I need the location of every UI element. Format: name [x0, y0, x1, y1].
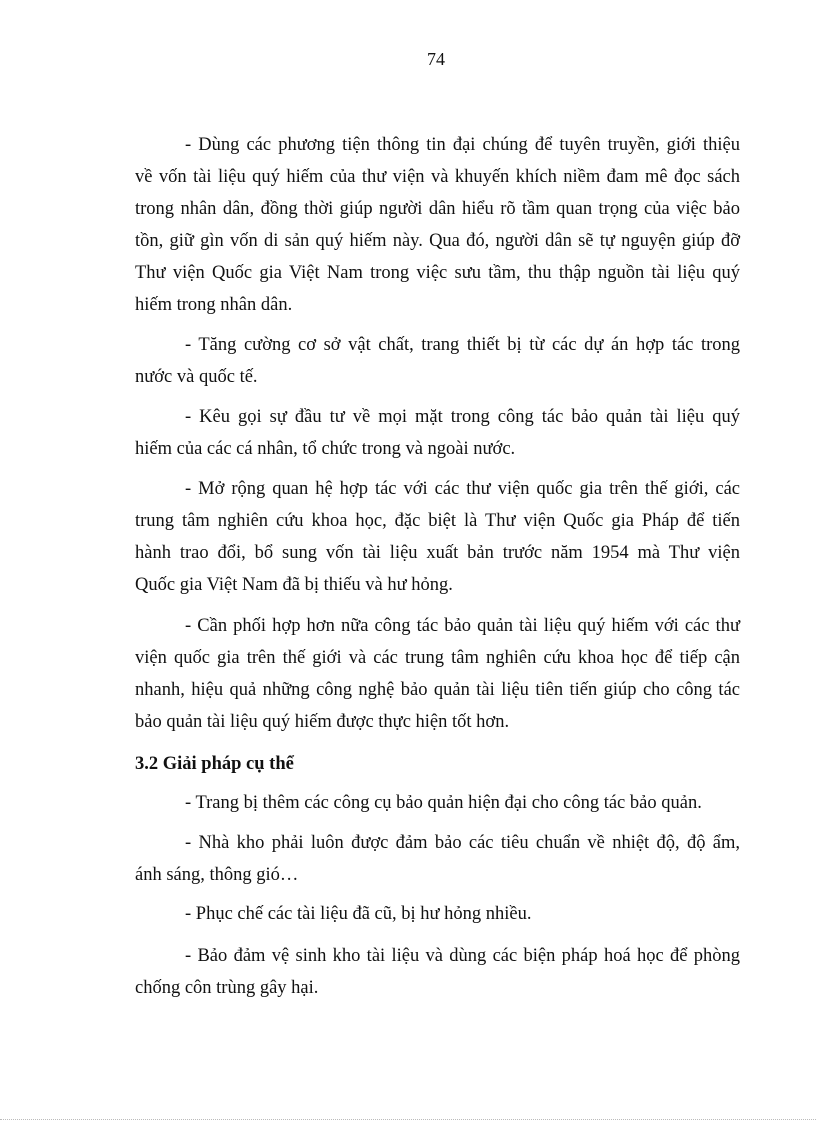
paragraph-line: Thư viện Quốc gia Việt Nam trong việc sưu tầm, thu thập nguồn tài liệu quý	[135, 263, 740, 283]
paragraph-line: nước và quốc tế.	[135, 367, 258, 387]
paragraph-line: tồn, giữ gìn vốn di sản quý hiếm này. Qua đó, người dân sẽ tự nguyện giúp đỡ	[135, 231, 740, 251]
paragraph-line: nhanh, hiệu quả những công nghệ bảo quản tài liệu tiên tiến giúp cho công tác	[135, 680, 740, 700]
paragraph-line: - Bảo đảm vệ sinh kho tài liệu và dùng các biện pháp hoá học để phòng	[185, 946, 740, 966]
paragraph-line: về vốn tài liệu quý hiếm của thư viện và khuyến khích niềm đam mê đọc sách	[135, 167, 740, 187]
paragraph-line: - Kêu gọi sự đầu tư về mọi mặt trong công tác bảo quản tài liệu quý	[185, 407, 740, 427]
paragraph-line: trung tâm nghiên cứu khoa học, đặc biệt là Thư viện Quốc gia Pháp để tiến	[135, 511, 740, 531]
paragraph-line: trong nhân dân, đồng thời giúp người dân hiểu rõ tầm quan trọng của việc bảo	[135, 199, 740, 219]
paragraph-line: - Phục chế các tài liệu đã cũ, bị hư hỏng nhiều.	[185, 904, 532, 924]
paragraph-line: - Cần phối hợp hơn nữa công tác bảo quản tài liệu quý hiếm với các thư	[185, 616, 740, 636]
section-heading: 3.2 Giải pháp cụ thể	[135, 754, 294, 774]
paragraph-line: Quốc gia Việt Nam đã bị thiếu và hư hỏng.	[135, 575, 453, 595]
paragraph-line: ánh sáng, thông gió…	[135, 865, 299, 885]
paragraph-line: - Mở rộng quan hệ hợp tác với các thư viện quốc gia trên thế giới, các	[185, 479, 740, 499]
page-number: 74	[427, 49, 445, 69]
paragraph-line: hiếm của các cá nhân, tổ chức trong và ngoài nước.	[135, 439, 516, 459]
paragraph-line: - Nhà kho phải luôn được đảm bảo các tiêu chuẩn về nhiệt độ, độ ẩm,	[185, 833, 740, 853]
paragraph-line: viện quốc gia trên thế giới và các trung tâm nghiên cứu khoa học để tiếp cận	[135, 648, 740, 668]
paragraph-line: - Dùng các phương tiện thông tin đại chúng để tuyên truyền, giới thiệu	[185, 135, 740, 155]
paragraph-line: chống côn trùng gây hại.	[135, 978, 319, 998]
paragraph-line: - Tăng cường cơ sở vật chất, trang thiết bị từ các dự án hợp tác trong	[185, 335, 740, 355]
paragraph-line: hiếm trong nhân dân.	[135, 295, 293, 315]
paragraph-line: - Trang bị thêm các công cụ bảo quản hiện đại cho công tác bảo quản.	[185, 793, 702, 813]
paragraph-line: hành trao đổi, bổ sung vốn tài liệu xuất bản trước năm 1954 mà Thư viện	[135, 543, 740, 563]
paragraph-line: bảo quản tài liệu quý hiếm được thực hiện tốt hơn.	[135, 712, 510, 732]
page-bottom-border	[0, 1119, 816, 1120]
